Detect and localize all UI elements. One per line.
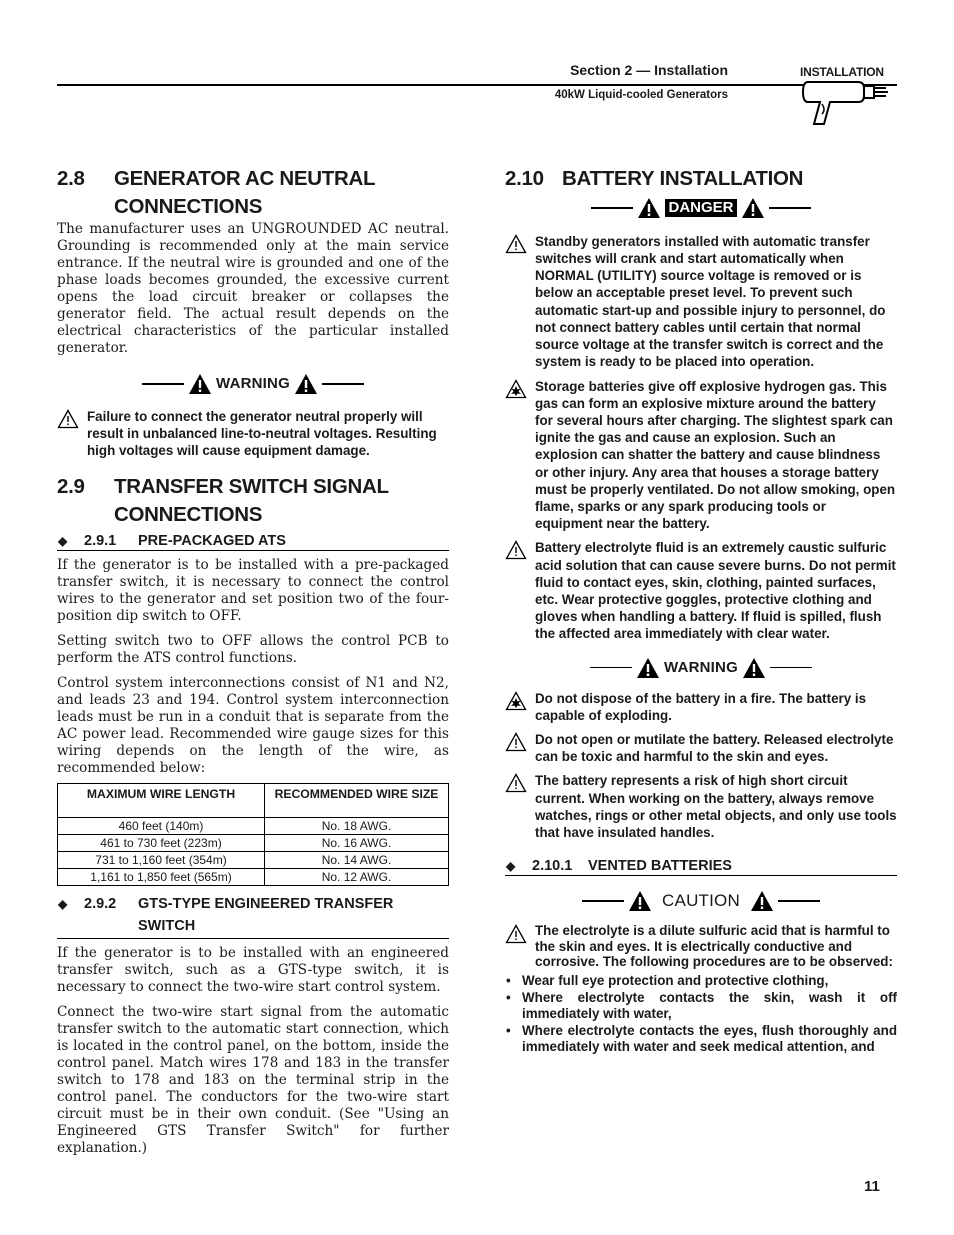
- caution-outline-icon: [505, 773, 527, 793]
- heading-2-8: 2.8 GENERATOR AC NEUTRAL CONNECTIONS: [57, 167, 375, 218]
- warning-triangle-icon: [750, 890, 774, 912]
- caution-bullet-list: [505, 973, 897, 1055]
- warning-triangle-icon: [294, 373, 318, 395]
- diamond-bullet-icon: ◆: [58, 534, 68, 549]
- header-rule: [57, 84, 897, 86]
- caution-outline-icon: [505, 234, 527, 254]
- caution-signal-word: CAUTION: [505, 890, 897, 912]
- neutral-paragraph: The manufacturer uses an UNGROUNDED AC neutral. Grounding is recommended only at the main service entrance. If the neutral wire is grounded and one of the phase loads becomes grounded, the excessive current opens the load circuit breaker or collapses the generator field. The actual result depends on the electrical characteristics of the particular installed generator.: [57, 220, 449, 356]
- heading-2-10: 2.10 BATTERY INSTALLATION: [505, 167, 804, 190]
- table-header-length: MAXIMUM WIRE LENGTH: [58, 784, 265, 818]
- warning-item: Do not open or mutilate the battery. Released electrolyte can be toxic and harmful to the skin and eyes.: [505, 731, 897, 765]
- warning-triangle-icon: [741, 197, 765, 219]
- caution-outline-icon: [505, 924, 527, 944]
- neutral-warning: Failure to connect the generator neutral properly will result in unbalanced line-to-neutral voltages. Resulting high voltages will cause equipment damage.: [57, 408, 449, 460]
- table-row: 1,161 to 1,850 feet (565m) No. 12 AWG.: [58, 869, 449, 886]
- table-header-size: RECOMMENDED WIRE SIZE: [265, 784, 449, 818]
- table-row: 461 to 730 feet (223m) No. 16 AWG.: [58, 835, 449, 852]
- ats-paragraph-2: Setting switch two to OFF allows the control PCB to perform the ATS control functions.: [57, 633, 449, 667]
- list-item: • Where electrolyte contacts the skin, wash it off immediately with water,: [506, 990, 897, 1021]
- subheading-2-10-1: ◆ 2.10.1 VENTED BATTERIES: [505, 858, 897, 876]
- warning-triangle-icon: [636, 657, 660, 679]
- list-item: • Wear full eye protection and protective clothing,: [506, 972, 829, 988]
- warning-item: Do not dispose of the battery in a fire. The battery is capable of exploding.: [505, 690, 897, 724]
- wire-size-table: [57, 783, 449, 886]
- warning-triangle-icon: [188, 373, 212, 395]
- table-row: 731 to 1,160 feet (354m) No. 14 AWG.: [58, 852, 449, 869]
- diamond-bullet-icon: ◆: [506, 859, 516, 874]
- subheading-2-9-2: ◆ 2.9.2 GTS-TYPE ENGINEERED TRANSFER SWITCH: [57, 896, 449, 939]
- ats-paragraph-1: If the generator is to be installed with a pre-packaged transfer switch, it is necessary to connect the control wires to the generator and set position two of the four-position dip switch to OFF.: [57, 557, 449, 625]
- explosion-hazard-icon: [505, 379, 527, 399]
- battery-warning-signal-word: WARNING: [505, 657, 897, 679]
- header-section-title: Section 2 — Installation: [570, 62, 728, 78]
- right-column: [505, 165, 897, 1056]
- caution-outline-icon: [505, 732, 527, 752]
- table-row: 460 feet (140m) No. 18 AWG.: [58, 818, 449, 835]
- list-item: • Where electrolyte contacts the eyes, flush thoroughly and immediately with water and seek medical attention, and: [506, 1023, 897, 1054]
- caution-outline-icon: [505, 540, 527, 560]
- warning-triangle-icon: [637, 197, 661, 219]
- warning-triangle-icon: [742, 657, 766, 679]
- warning-signal-word: WARNING: [57, 373, 449, 395]
- diamond-bullet-icon: ◆: [58, 897, 68, 912]
- danger-item: Battery electrolyte fluid is an extremely caustic sulfuric acid solution that can cause severe burns. Do not permit fluid to contact eyes, skin, clothing, painted surfaces, etc. Wear protective goggles, protective clothing and gloves when handling a battery. If fluid is spilled, flush the affected area immediately with clear water.: [505, 539, 897, 642]
- left-column: [57, 165, 449, 1165]
- danger-item: Storage batteries give off explosive hydrogen gas. This gas can form an explosive mixture around the battery for several hours after charging. The slightest spark can ignite the gas and cause an explosion. Such an explosion can shatter the battery and cause blindness or other injury. Any area that houses a storage battery must be properly ventilated. Do not allow smoking, open flame, sparks or any spark producing tools or equipment near the battery.: [505, 378, 897, 533]
- page-number: 11: [864, 1178, 880, 1195]
- gts-paragraph-1: If the generator is to be installed with an engineered transfer switch, such as a GTS-type switch, it is necessary to connect the two-wire start control system.: [57, 945, 449, 996]
- warning-triangle-icon: [628, 890, 652, 912]
- caution-item: The electrolyte is a dilute sulfuric acid that is harmful to the skin and eyes. It is electrically conductive and corrosive. The following procedures are to be observed:: [505, 923, 897, 970]
- installation-badge: INSTALLATION: [800, 65, 884, 79]
- danger-item: Standby generators installed with automatic transfer switches will crank and start automatically when NORMAL (UTILITY) source voltage is removed or is below an acceptable preset level. To prevent such automatic start-up and possible injury to personnel, do not connect battery cables until certain that normal source voltage at the transfer switch is correct and the system is ready to be placed into operation.: [505, 233, 897, 371]
- heading-2-9: 2.9 TRANSFER SWITCH SIGNAL CONNECTIONS: [57, 475, 389, 527]
- gts-paragraph-2: Connect the two-wire start signal from the automatic transfer switch to the automatic start connection, which is located in the control panel, on the bottom, inside the control panel. Match wires 178 and 183 in the transfer switch to 178 and 183 on the terminal strip in the control panel. The conductors for the two-wire start circuit must be in their own conduit. (See "Using an Engineered GTS Transfer Switch" for further explanation.): [57, 1004, 449, 1157]
- header-product: 40kW Liquid-cooled Generators: [554, 89, 728, 101]
- warning-item: The battery represents a risk of high short circuit current. When working on the battery, always remove watches, rings or other metal objects, and only use tools that have insulated handles.: [505, 772, 897, 841]
- explosion-hazard-icon: [505, 691, 527, 711]
- ats-paragraph-3: Control system interconnections consist of N1 and N2, and leads 23 and 194. Control system interconnection leads must be run in a conduit that is separate from the AC power lead. Recommended wire gauge sizes for this wiring depends on the length of the wire, as recommended below:: [57, 675, 449, 777]
- subheading-2-9-1: ◆ 2.9.1 PRE-PACKAGED ATS: [57, 533, 449, 551]
- drill-icon: [800, 78, 895, 128]
- caution-outline-icon: [57, 409, 79, 429]
- danger-signal-word: DANGER: [505, 197, 897, 219]
